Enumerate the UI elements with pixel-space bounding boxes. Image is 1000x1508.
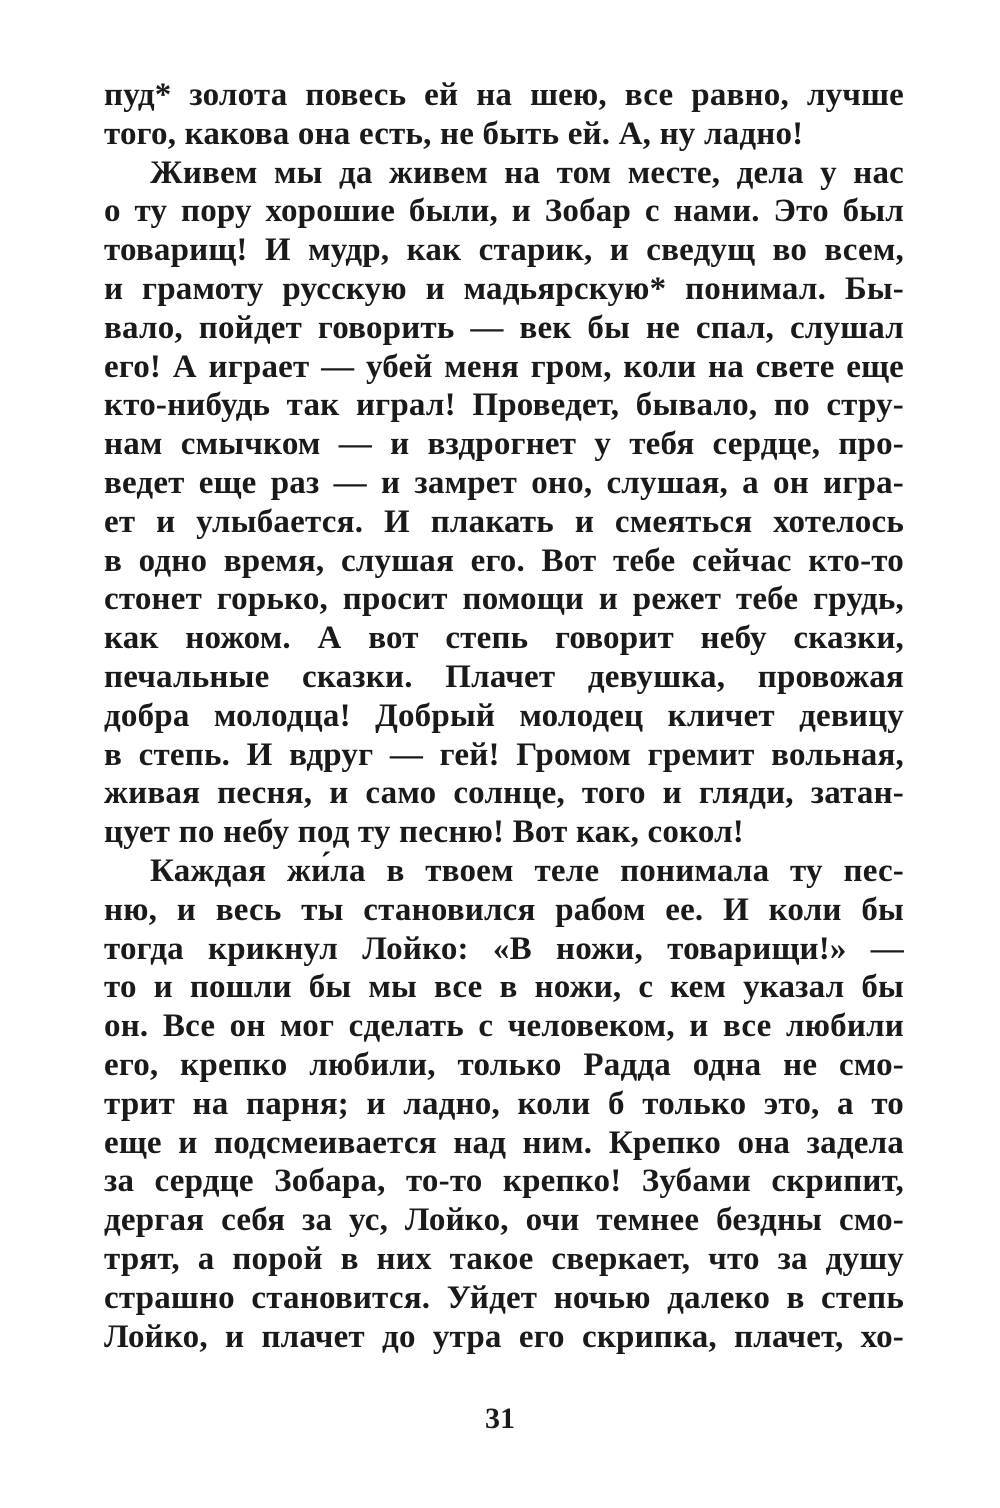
text-line: он. Все он мог сделать с человеком, и все любили [104,1008,904,1045]
text-line: о ту пору хорошие были, и Зобар с нами. Это был [104,193,904,230]
text-line: Каждая жи́ла в твоем теле понимала ту пес- [150,852,904,889]
body-text [104,76,904,1356]
text-line: нам смычком — и вздрогнет у тебя сердце, про- [104,426,904,463]
text-line: в одно время, слушая его. Вот тебе сейчас кто-то [104,542,904,579]
text-line: цует по небу под ту песню! Вот как, сокол! [104,814,744,851]
text-line: того, какова она есть, не быть ей. А, ну ладно! [104,115,804,152]
text-line: товарищ! И мудр, как старик, и сведущ во всем, [104,232,904,269]
text-line: его, крепко любили, только Радда одна не смо- [104,1046,904,1083]
text-line: ведет еще раз — и замрет оно, слушая, а он игра- [104,464,904,501]
text-line: трит на парня; и ладно, коли б только это, а то [104,1085,904,1122]
text-line: в степь. И вдруг — гей! Громом гремит вольная, [104,736,904,773]
text-line: живая песня, и само солнце, того и гляди, затан- [104,775,904,812]
text-line: стонет горько, просит помощи и режет тебе грудь, [104,581,904,618]
text-line: то и пошли бы мы все в ножи, с кем указал бы [104,969,904,1006]
text-line: за сердце Зобара, то-то крепко! Зубами скрипит, [104,1163,904,1200]
text-line: трят, а порой в них такое сверкает, что за душу [104,1240,904,1277]
text-line: и грамоту русскую и мадьярскую* понимал. Бы- [104,270,904,307]
text-line: его! А играет — убей меня гром, коли на свете еще [104,348,904,385]
text-line: Лойко, и плачет до утра его скрипка, плачет, хо- [104,1318,904,1355]
text-line: вало, пойдет говорить — век бы не спал, слушал [104,309,904,346]
text-line: дергая себя за ус, Лойко, очи темнее бездны смо- [104,1202,904,1239]
text-line: кто-нибудь так играл! Проведет, бывало, по стру- [104,387,904,424]
text-line: пуд* золота повесь ей на шею, все равно, лучше [104,77,904,113]
text-line: как ножом. А вот степь говорит небу сказки, [104,620,904,657]
text-line: Живем мы да живем на том месте, дела у нас [150,154,904,191]
text-line: добра молодца! Добрый молодец кличет девицу [104,697,904,734]
text-line: тогда крикнул Лойко: «В ножи, товарищи!» — [104,930,904,967]
page-number: 31 [485,1402,515,1435]
text-line: еще и подсмеивается над ним. Крепко она задела [104,1124,904,1161]
text-line: ню, и весь ты становился рабом ее. И коли бы [104,891,904,928]
text-line: ет и улыбается. И плакать и смеяться хотелось [104,503,904,540]
text-line: печальные сказки. Плачет девушка, провожая [104,658,904,695]
text-line: страшно становится. Уйдет ночью далеко в степь [104,1279,904,1316]
